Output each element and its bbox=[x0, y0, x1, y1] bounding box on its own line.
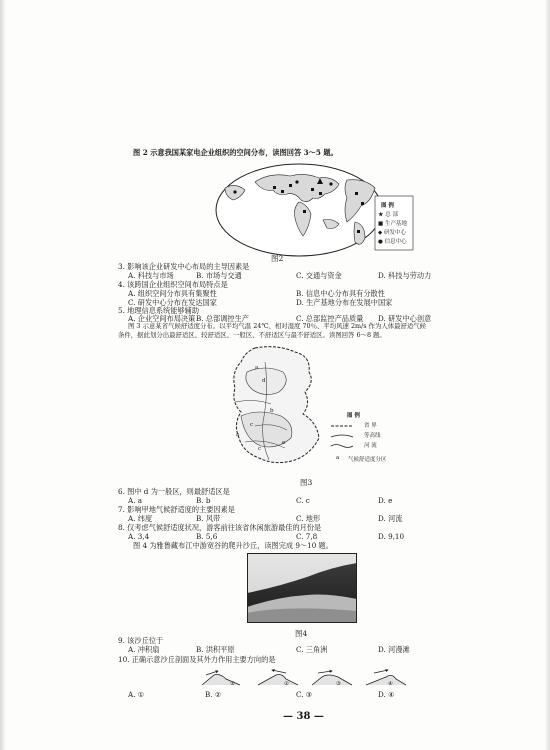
figure3-legend-border: 省 界 bbox=[364, 423, 377, 429]
dune-profile-4-icon bbox=[364, 667, 410, 689]
figure3-legend-zone: 气候舒适度分区 bbox=[348, 457, 387, 463]
figure2-legend-production: ■ 生产基地 bbox=[378, 221, 407, 227]
question-10-option-d: D. ④ bbox=[378, 690, 395, 699]
dune-profile-3-label: ③ bbox=[336, 681, 341, 687]
question-8-option-b: B. 5,6 bbox=[196, 532, 218, 541]
question-3-option-b: B. 市场与交通 bbox=[196, 271, 242, 280]
question-7-option-c: C. 地形 bbox=[296, 514, 321, 523]
figure3-legend-river: 河 流 bbox=[364, 443, 377, 449]
question-5-stem: 5. 地理信息系统能够辅助 bbox=[118, 306, 200, 315]
question-6-option-a: A. a bbox=[128, 496, 143, 505]
page-left-edge-shadow bbox=[0, 0, 6, 750]
question-5-option-d: D. 研发中心创意 bbox=[378, 314, 432, 323]
figure3-legend-contour: 等高线 bbox=[364, 433, 381, 439]
legend-label: 研发中心 bbox=[383, 230, 406, 236]
question-4-option-a: A. 组织空间分布具有集聚性 bbox=[128, 289, 217, 298]
question-6-option-b: B. b bbox=[196, 496, 211, 505]
question-4-option-b: B. 信息中心分布具有分散性 bbox=[296, 289, 385, 298]
question-7-option-a: A. 纬度 bbox=[128, 514, 153, 523]
question-5-option-b: B. 总部调控生产 bbox=[196, 314, 249, 323]
figure2-legend-headquarters: ★ 总 部 bbox=[378, 212, 398, 218]
figure3-label-c2: c bbox=[258, 446, 262, 452]
legend-label: 总 部 bbox=[385, 212, 398, 218]
question-10-option-c: C. ③ bbox=[296, 690, 313, 699]
question-7-option-b: B. 风带 bbox=[196, 514, 221, 523]
figure2-legend-rnd: ◆ 研发中心 bbox=[378, 230, 406, 236]
question-8-option-c: C. 7,8 bbox=[296, 532, 318, 541]
question-6-option-c: C. c bbox=[296, 496, 310, 505]
question-10-option-a: A. ① bbox=[128, 690, 145, 699]
figure3-legend-title: 图 例 bbox=[347, 413, 360, 419]
dune-profile-1-label: ① bbox=[230, 681, 235, 687]
figure4-caption: 图4 bbox=[295, 629, 308, 638]
intro-figure3-line2: 条件，据此划分出最舒适区、较舒适区、一般区、不舒适区与最不舒适区。读图回答 6～8 题。 bbox=[118, 331, 386, 339]
intro-figure4: 图 4 为雅鲁藏布江中游宽谷的爬升沙丘，读图完成 9～10 题。 bbox=[133, 541, 333, 550]
question-9-option-d: D. 河漫滩 bbox=[378, 645, 410, 654]
question-4-stem: 4. 该跨国企业组织空间布局特点是 bbox=[118, 280, 228, 289]
question-5-option-c: C. 总部监控产品质量 bbox=[296, 314, 364, 323]
question-9-stem: 9. 该沙丘位于 bbox=[118, 636, 164, 645]
dune-profile-3-icon bbox=[310, 667, 356, 689]
question-6-option-d: D. e bbox=[378, 496, 393, 505]
figure3-legend-zone-letter: a bbox=[336, 455, 340, 461]
figure3-label-a1: a bbox=[255, 365, 259, 371]
dune-profile-1-icon bbox=[200, 667, 246, 689]
intro-figure2: 图 2 示意我国某家电企业组织的空间分布，读图回答 3～5 题。 bbox=[133, 148, 338, 157]
question-10-stem: 10. 正确示意沙丘剖面及其外力作用主要方向的是 bbox=[118, 655, 276, 664]
figure2-caption: 图2 bbox=[271, 254, 284, 263]
dune-profile-2-label: ② bbox=[284, 681, 289, 687]
page-right-edge-shadow bbox=[545, 0, 550, 750]
intro-figure3-line1: 图 3 示意某省气候舒适度分布。以平均气温 24℃、相对湿度 70％、平均风速 2m/s 作为人体最舒适气候 bbox=[128, 322, 427, 330]
legend-label: 信息中心 bbox=[384, 239, 407, 245]
question-3-stem: 3. 影响该企业研发中心布局的主导因素是 bbox=[118, 262, 250, 271]
question-8-option-a: A. 3,4 bbox=[128, 532, 150, 541]
question-4-option-c: C. 研发中心分布在发达国家 bbox=[128, 298, 217, 307]
question-8-stem: 8. 仅考虑气候舒适度状况，游客前往该省休闲旅游最佳的月份是 bbox=[118, 523, 322, 532]
question-7-option-d: D. 河流 bbox=[378, 514, 403, 523]
dune-profile-2-icon bbox=[256, 667, 302, 689]
question-8-option-d: D. 9,10 bbox=[378, 532, 405, 541]
question-9-option-b: B. 洪积平原 bbox=[196, 645, 235, 654]
question-4-option-d: D. 生产基地分布在发展中国家 bbox=[296, 298, 393, 307]
question-3-option-c: C. 交通与资金 bbox=[296, 271, 342, 280]
question-5-option-a: A. 企业空间布局决策 bbox=[128, 314, 196, 323]
question-9-option-c: C. 三角洲 bbox=[296, 645, 328, 654]
page-number: — 38 — bbox=[283, 711, 324, 722]
question-7-stem: 7. 影响甲地气候舒适度的主要因素是 bbox=[118, 505, 235, 514]
dune-profile-4-label: ④ bbox=[388, 681, 393, 687]
figure3-label-b: b bbox=[270, 408, 274, 414]
figure3-label-c1: c bbox=[250, 422, 254, 428]
figure2-legend-info: ● 信息中心 bbox=[378, 239, 407, 245]
question-10-option-b: B. ② bbox=[205, 690, 222, 699]
legend-river-icon bbox=[330, 443, 354, 449]
figure3-label-d: d bbox=[262, 378, 266, 384]
legend-contour-icon bbox=[330, 433, 354, 439]
question-9-option-a: A. 冲积扇 bbox=[128, 645, 160, 654]
figure2-legend-title: 图 例 bbox=[381, 203, 394, 209]
question-3-option-a: A. 科技与市场 bbox=[128, 271, 174, 280]
figure3-province-map bbox=[225, 342, 335, 472]
figure3-label-e: e bbox=[282, 440, 286, 446]
figure3-label-a2: a bbox=[236, 432, 240, 438]
figure4-sand-dune-photo bbox=[247, 553, 357, 623]
legend-label: 生产基地 bbox=[384, 221, 407, 227]
figure3-caption: 图3 bbox=[300, 478, 313, 487]
question-3-option-d: D. 科技与劳动力 bbox=[378, 271, 432, 280]
legend-border-icon bbox=[330, 423, 354, 429]
question-6-stem: 6. 图中 d 为一般区，则最舒适区是 bbox=[118, 487, 230, 496]
